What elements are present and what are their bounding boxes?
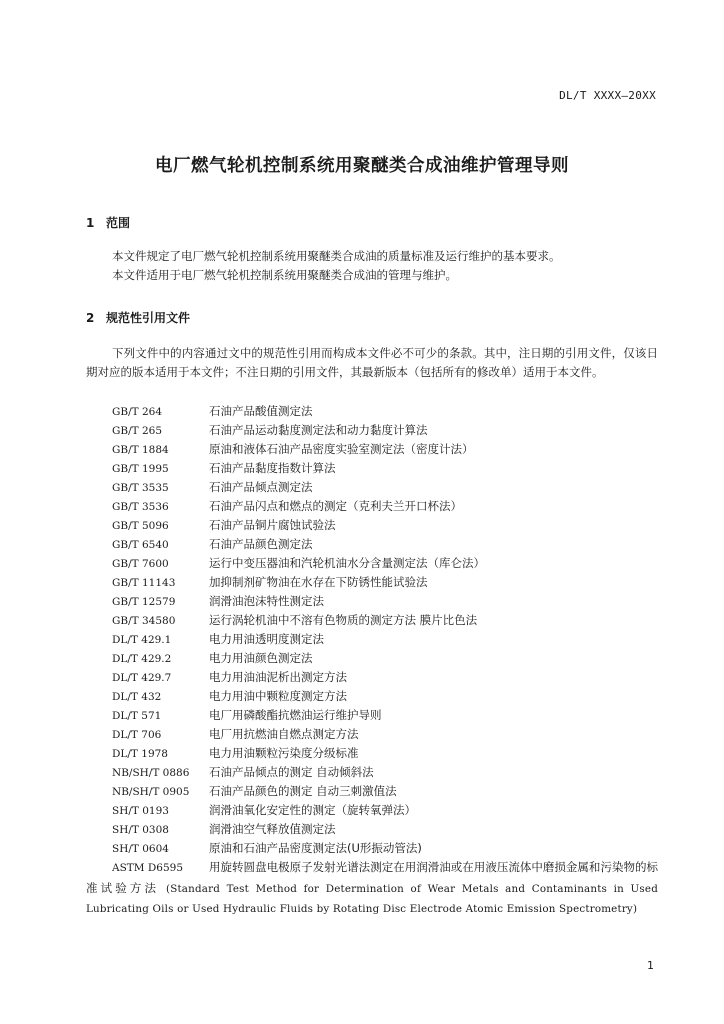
reference-item — [112, 782, 485, 801]
section-2-heading — [86, 309, 190, 326]
reference-item — [112, 554, 485, 573]
reference-item — [112, 611, 485, 630]
reference-item — [112, 573, 485, 592]
reference-item — [112, 421, 485, 440]
reference-title: 电力用油透明度测定法 — [209, 632, 324, 646]
reference-item — [112, 402, 485, 421]
reference-list — [112, 402, 485, 858]
reference-code: GB/T 34580 — [112, 615, 176, 627]
reference-title: 石油产品酸值测定法 — [209, 404, 313, 418]
reference-code: DL/T 432 — [112, 691, 162, 703]
reference-item — [112, 839, 485, 858]
reference-title: 石油产品运动黏度测定法和动力黏度计算法 — [209, 423, 428, 437]
reference-code: GB/T 3536 — [112, 501, 169, 513]
reference-title: 石油产品颜色测定法 — [209, 537, 313, 551]
reference-title: 原油和液体石油产品密度实验室测定法（密度计法） — [209, 442, 474, 456]
reference-code: GB/T 1884 — [112, 444, 169, 456]
reference-item — [112, 820, 485, 839]
section-2-number: 2 — [86, 311, 95, 325]
reference-code: NB/SH/T 0886 — [112, 767, 190, 779]
reference-title: 石油产品倾点的测定 自动倾斜法 — [209, 765, 374, 779]
reference-code: GB/T 11143 — [112, 577, 176, 589]
document-code-header: DL/T XXXX—20XX — [559, 89, 656, 102]
astm-reference-code: ASTM D6595 — [112, 862, 184, 874]
reference-title: 电力用油颜色测定法 — [209, 651, 313, 665]
reference-code: GB/T 3535 — [112, 482, 169, 494]
reference-code: DL/T 706 — [112, 729, 162, 741]
reference-title: 加抑制剂矿物油在水存在下防锈性能试验法 — [209, 575, 428, 589]
reference-code: SH/T 0193 — [112, 805, 169, 817]
astm-reference-title-cn: 用旋转圆盘电极原子发射光谱法测定在用润滑油或在用液压流体中磨损金属和污染物的标准试验方法 — [86, 860, 658, 895]
reference-code: DL/T 1978 — [112, 748, 168, 760]
reference-code: GB/T 5096 — [112, 520, 169, 532]
astm-reference-title-en: (Standard Test Method for Determination of Wear Metals and Contaminants in Used Lubricating Oils or Used Hydraulic Fluids by Rotating Disc Electrode Atomic Emission Spectrometry) — [86, 882, 659, 915]
reference-code: DL/T 429.2 — [112, 653, 172, 665]
reference-item — [112, 687, 485, 706]
reference-code: GB/T 6540 — [112, 539, 169, 551]
reference-code: GB/T 12579 — [112, 596, 176, 608]
reference-title: 润滑油泡沫特性测定法 — [209, 594, 324, 608]
section-2-title: 规范性引用文件 — [106, 311, 191, 325]
reference-item — [112, 535, 485, 554]
reference-item — [112, 459, 485, 478]
reference-item — [112, 592, 485, 611]
reference-code: SH/T 0604 — [112, 843, 169, 855]
reference-item — [112, 763, 485, 782]
reference-title: 电力用油油泥析出测定方法 — [209, 670, 347, 684]
reference-item — [112, 630, 485, 649]
reference-title: 电力用油中颗粒度测定方法 — [209, 689, 347, 703]
reference-item — [112, 516, 485, 535]
reference-item — [112, 725, 485, 744]
reference-title: 石油产品黏度指数计算法 — [209, 461, 336, 475]
astm-reference-item — [86, 858, 658, 920]
scope-paragraph-2: 本文件适用于电厂燃气轮机控制系统用聚醚类合成油的管理与维护。 — [112, 268, 457, 282]
section-1-title: 范围 — [106, 216, 131, 230]
section-1-heading — [86, 214, 130, 231]
scope-paragraph-1: 本文件规定了电厂燃气轮机控制系统用聚醚类合成油的质量标准及运行维护的基本要求。 — [112, 249, 561, 263]
reference-title: 石油产品倾点测定法 — [209, 480, 313, 494]
section-1-number: 1 — [86, 216, 95, 230]
reference-title: 石油产品颜色的测定 自动三刺激值法 — [209, 784, 397, 798]
reference-code: DL/T 429.7 — [112, 672, 172, 684]
references-intro-paragraph: 下列文件中的内容通过文中的规范性引用而构成本文件必不可少的条款。其中，注日期的引用文件，仅该日期对应的版本适用于本文件；不注日期的引用文件，其最新版本（包括所有的修改单）适用于本文件。 — [86, 346, 658, 379]
reference-code: NB/SH/T 0905 — [112, 786, 190, 798]
reference-item — [112, 706, 485, 725]
reference-title: 运行中变压器油和汽轮机油水分含量测定法（库仑法） — [209, 556, 485, 570]
reference-title: 润滑油空气释放值测定法 — [209, 822, 336, 836]
reference-item — [112, 668, 485, 687]
page-number: 1 — [647, 959, 654, 972]
reference-code: DL/T 429.1 — [112, 634, 172, 646]
reference-title: 石油产品铜片腐蚀试验法 — [209, 518, 336, 532]
reference-code: GB/T 1995 — [112, 463, 169, 475]
reference-title: 石油产品闪点和燃点的测定（克利夫兰开口杯法） — [209, 499, 462, 513]
reference-title: 润滑油氧化安定性的测定（旋转氧弹法） — [209, 803, 416, 817]
reference-code: SH/T 0308 — [112, 824, 169, 836]
reference-code: GB/T 265 — [112, 425, 163, 437]
reference-code: GB/T 7600 — [112, 558, 169, 570]
document-title: 电厂燃气轮机控制系统用聚醚类合成油维护管理导则 — [155, 156, 569, 176]
reference-title: 原油和石油产品密度测定法(U形振动管法) — [209, 841, 422, 855]
reference-item — [112, 801, 485, 820]
reference-item — [112, 478, 485, 497]
reference-title: 电厂用抗燃油自燃点测定方法 — [209, 727, 359, 741]
reference-code: DL/T 571 — [112, 710, 162, 722]
reference-title: 运行涡轮机油中不溶有色物质的测定方法 膜片比色法 — [209, 613, 478, 627]
reference-title: 电厂用磷酸酯抗燃油运行维护导则 — [209, 708, 382, 722]
reference-title: 电力用油颗粒污染度分级标准 — [209, 746, 359, 760]
reference-item — [112, 440, 485, 459]
reference-item — [112, 497, 485, 516]
reference-code: GB/T 264 — [112, 406, 163, 418]
reference-item — [112, 744, 485, 763]
reference-item — [112, 649, 485, 668]
